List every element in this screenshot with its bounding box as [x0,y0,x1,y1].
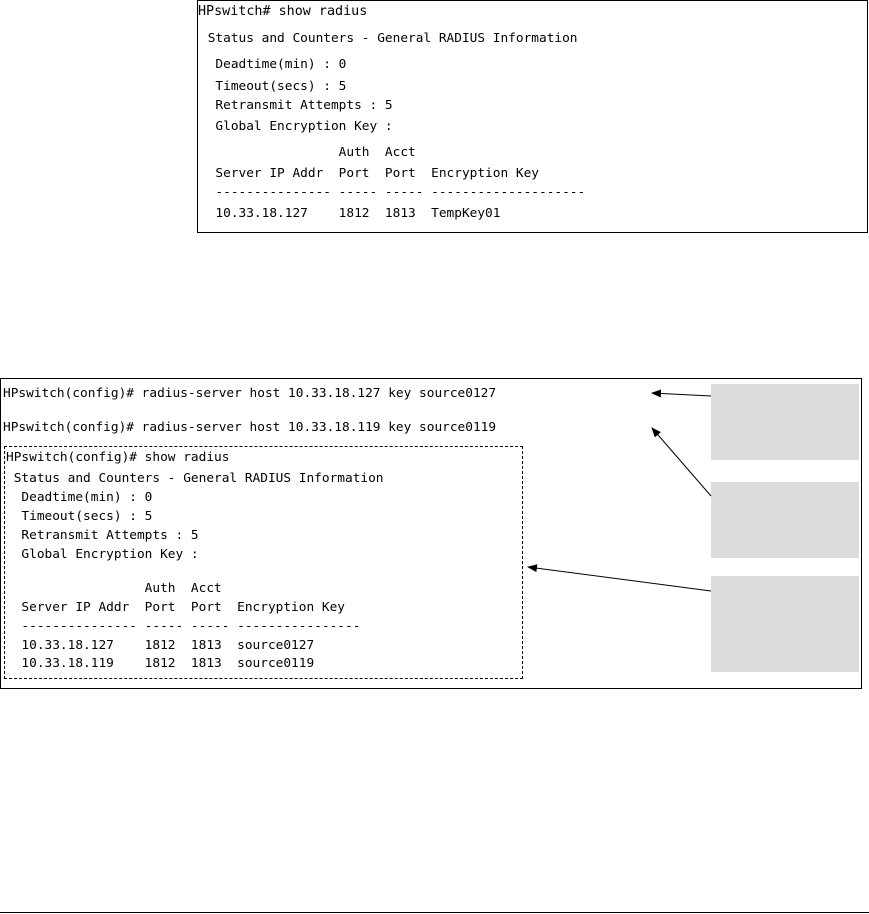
terminal-command-line: HPswitch(config)# radius-server host 10.33.18.127 key source0127 [3,386,497,401]
column-header: Server IP Addr Port Port Encryption Key [200,166,539,181]
terminal-command-line: HPswitch(config)# radius-server host 10.33.18.119 key source0119 [3,420,497,435]
arrow-to-show-output [528,567,711,591]
deadtime-line: Deadtime(min) : 0 [200,57,347,72]
column-header: Server IP Addr Port Port Encryption Key [6,600,345,615]
retransmit-line: Retransmit Attempts : 5 [6,528,199,543]
table-row: 10.33.18.127 1812 1813 TempKey01 [200,206,501,221]
global-key-line: Global Encryption Key : [6,547,199,562]
arrow-to-first-command [652,393,711,396]
status-heading: Status and Counters - General RADIUS Information [200,31,578,46]
deadtime-line: Deadtime(min) : 0 [6,490,153,505]
footer-rule [0,912,869,913]
terminal-command-line: HPswitch(config)# show radius [6,450,230,465]
global-key-line: Global Encryption Key : [200,119,393,134]
table-row: 10.33.18.127 1812 1813 source0127 [6,638,315,653]
retransmit-line: Retransmit Attempts : 5 [200,98,393,113]
column-separator: --------------- ----- ----- -------------------- [200,185,586,200]
status-heading: Status and Counters - General RADIUS Information [6,471,384,486]
table-row: 10.33.18.119 1812 1813 source0119 [6,656,315,671]
column-header-auth-acct: Auth Acct [200,145,416,160]
column-separator: --------------- ----- ----- ---------------- [6,619,361,634]
timeout-line: Timeout(secs) : 5 [200,79,347,94]
column-header-auth-acct: Auth Acct [6,581,222,596]
timeout-line: Timeout(secs) : 5 [6,509,153,524]
arrow-to-second-command [652,428,711,496]
terminal-command-line: HPswitch# show radius [198,4,368,19]
